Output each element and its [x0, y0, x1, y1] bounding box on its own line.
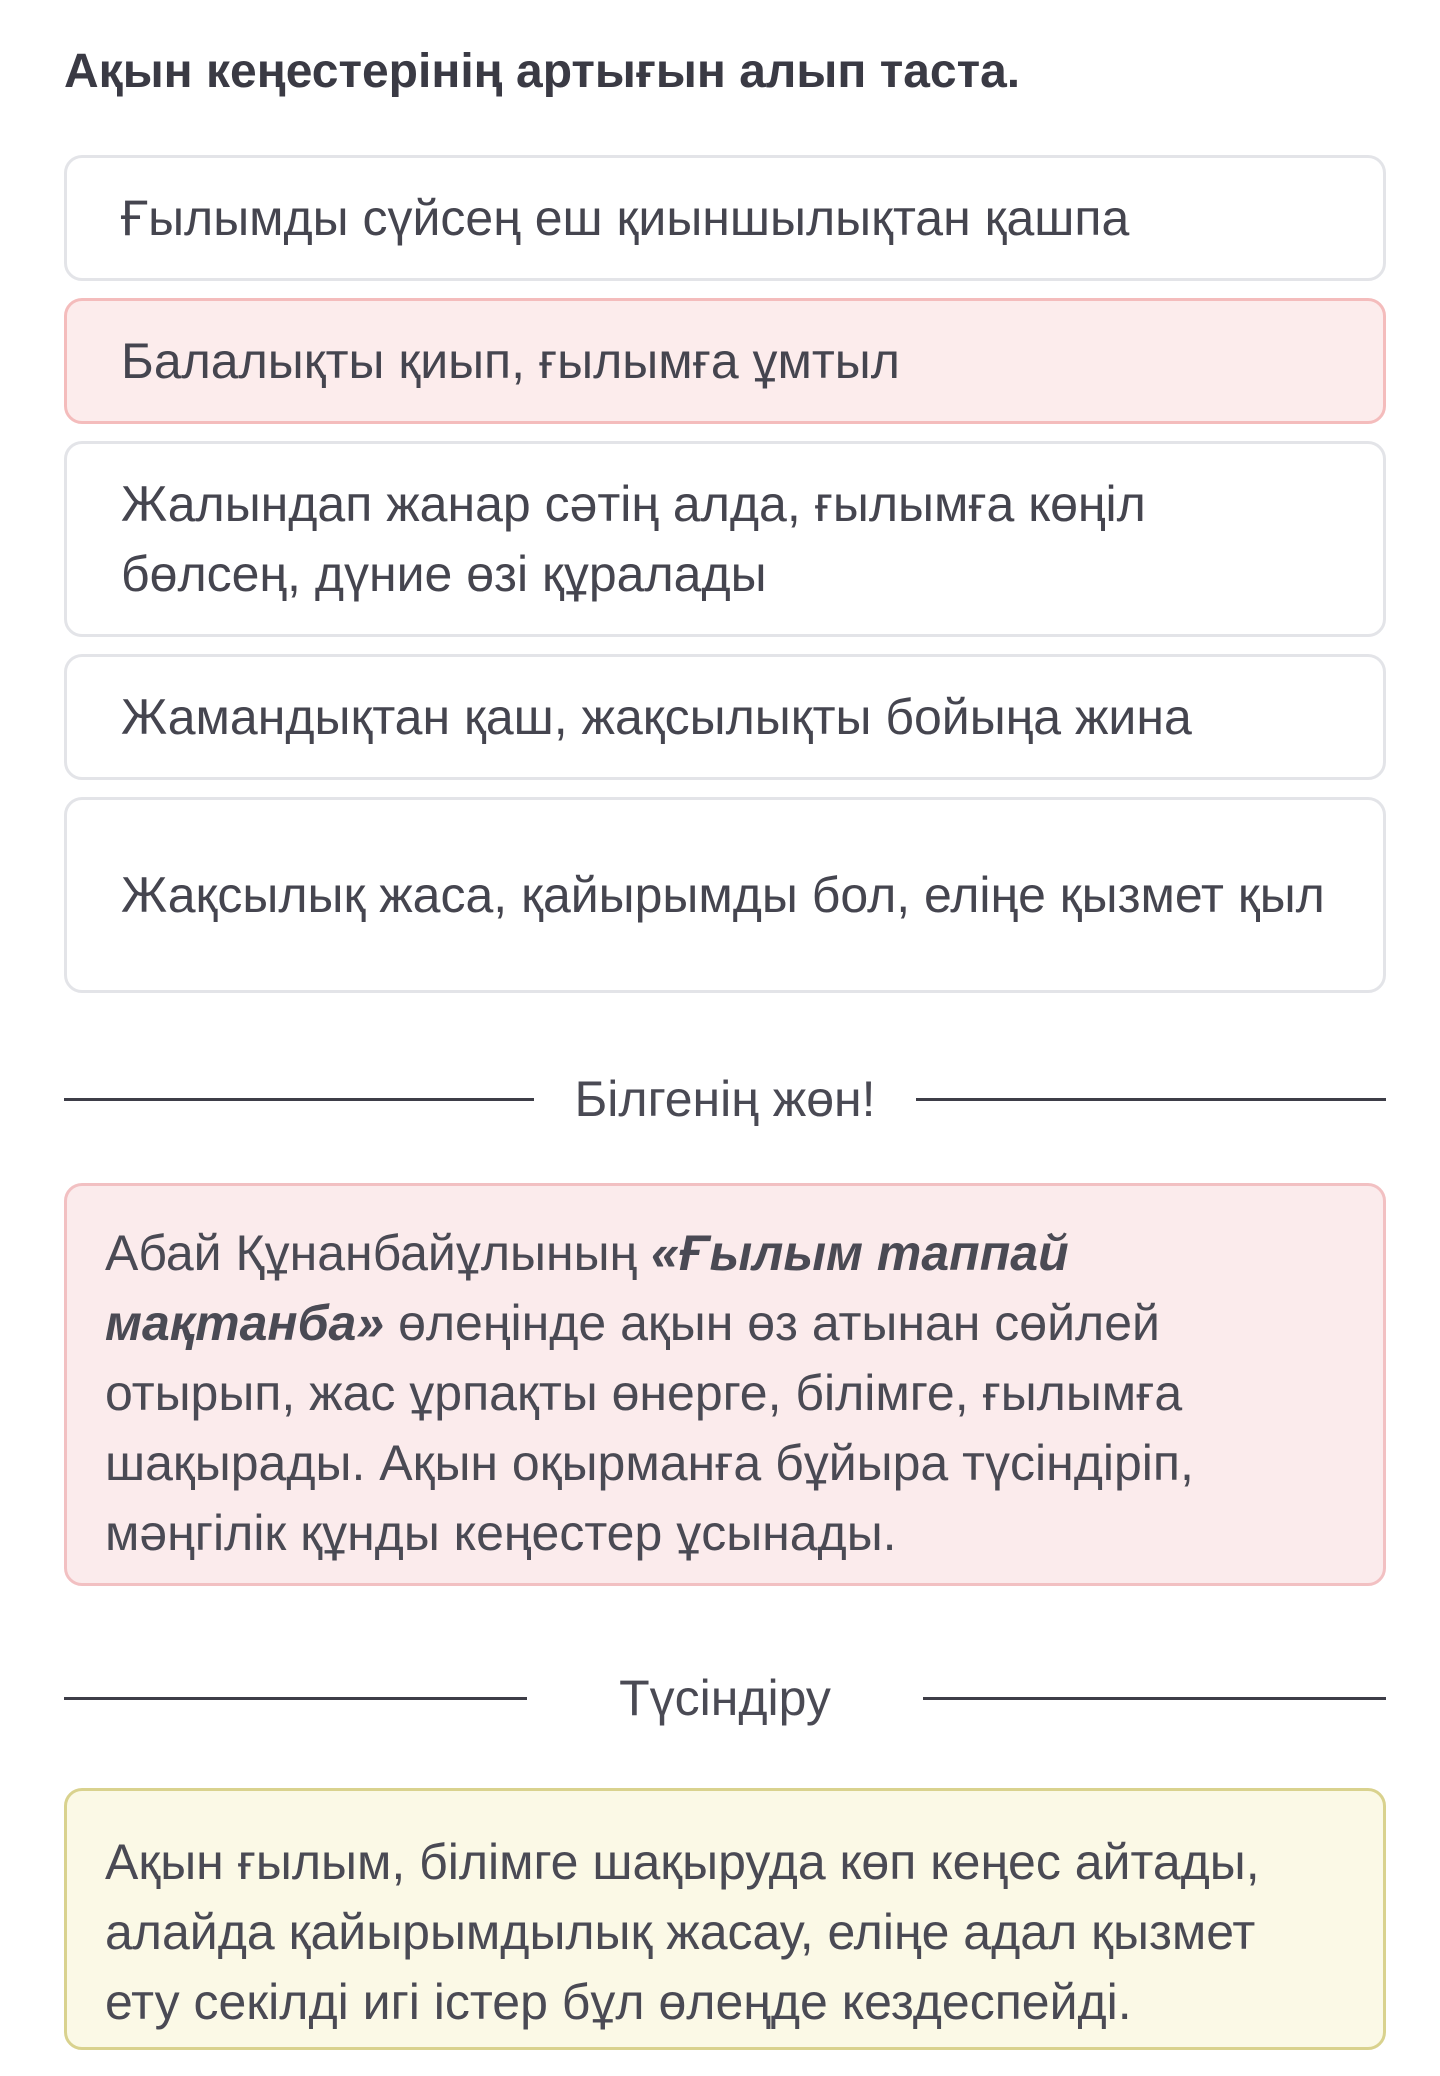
- options-list: [64, 155, 1386, 1010]
- explanation-heading: Түсіндіру: [619, 1670, 831, 1726]
- explanation-divider: [64, 1663, 1386, 1733]
- info-text-after: өлеңінде ақын өз атынан сөйлей отырып, жас ұрпақты өнерге, білімге, ғылымға шақырады. Ақын оқырманға бұйыра түсіндіріп, мәңгілік құнды кеңестер ұсынады.: [105, 1295, 1194, 1561]
- info-box: [64, 1183, 1386, 1586]
- explanation-text: Ақын ғылым, білімге шақыруда көп кеңес айтады, алайда қайырымдылық жасау, еліңе адал қызмет ету секілді игі істер бұл өлеңде кездеспейді.: [105, 1834, 1260, 2030]
- divider-line-right: [923, 1697, 1386, 1700]
- info-divider: [64, 1064, 1386, 1134]
- option-4[interactable]: [64, 654, 1386, 780]
- option-2-label: Балалықты қиып, ғылымға ұмтыл: [121, 333, 900, 389]
- poem-title: «Ғылым таппай мақтанба»: [105, 1225, 1069, 1351]
- option-5[interactable]: [64, 797, 1386, 993]
- option-4-label: Жамандықтан қаш, жақсылықты бойыңа жина: [121, 689, 1192, 745]
- info-heading: Білгенің жөн!: [574, 1071, 876, 1127]
- info-text-before: Абай Құнанбайұлының: [105, 1225, 652, 1281]
- question-title: Ақын кеңестерінің артығын алып таста.: [64, 45, 1021, 98]
- option-1[interactable]: [64, 155, 1386, 281]
- option-2-selected[interactable]: [64, 298, 1386, 424]
- option-5-label: Жақсылық жаса, қайырымды бол, еліңе қызмет қыл: [121, 867, 1325, 923]
- option-3-label: Жалындап жанар сәтің алда, ғылымға көңіл бөлсең, дүние өзі құралады: [121, 476, 1146, 602]
- divider-line-left: [64, 1697, 527, 1700]
- divider-line-left: [64, 1098, 534, 1101]
- explanation-box: [64, 1788, 1386, 2050]
- option-3[interactable]: [64, 441, 1386, 637]
- option-1-label: Ғылымды сүйсең еш қиыншылықтан қашпа: [121, 190, 1130, 246]
- divider-line-right: [916, 1098, 1386, 1101]
